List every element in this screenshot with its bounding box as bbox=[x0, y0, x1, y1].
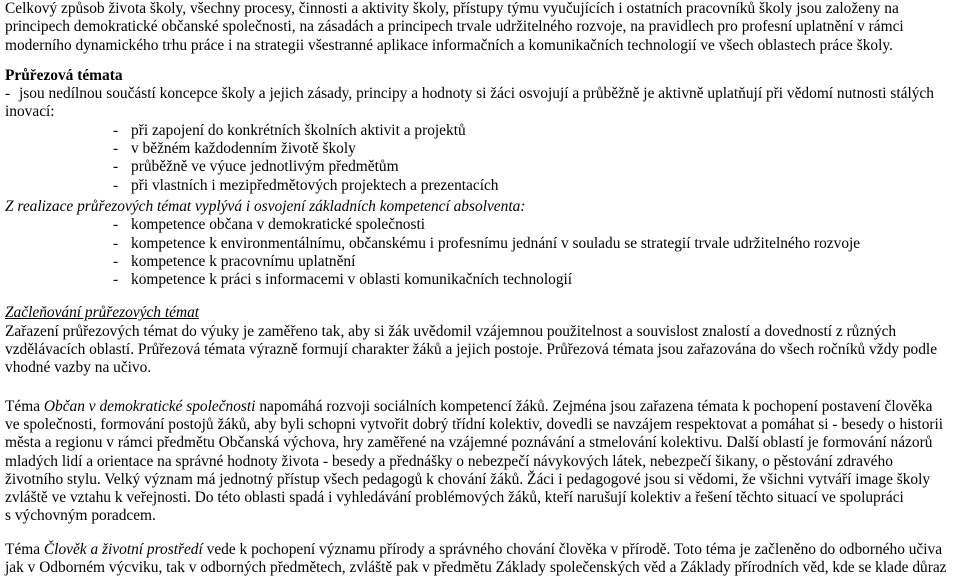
paragraph-line: zvláště ve vztahu k veřejnosti. Do této oblasti spadá i vyhledávání problémových žáků, kteří narušují kolektiv a řešení těchto situací ve spolupráci bbox=[5, 489, 904, 507]
list-item bbox=[0, 140, 960, 158]
intro-line: principech demokratické občanské společnosti, na zásadách a principech trvale udržitelného rozvoje, na pravidlech pro profesní uplatnění v rámci bbox=[5, 18, 904, 36]
theme-environment-paragraph bbox=[0, 541, 960, 578]
list-item bbox=[0, 216, 960, 234]
list-item bbox=[0, 177, 960, 195]
paragraph-line: jak v Odborném výcviku, tak v odborných předmětech, zvláště pak v předmětu Základy společenských věd a Základy přírodních věd, kde se klade důraz bbox=[5, 559, 947, 577]
paragraph-line: mladých lidí a orientace na správné hodnoty života - besedy a přednášky o nebezpečí návykových látek, nebezpečí šikany, o pěstování zdravého bbox=[5, 452, 893, 470]
section-heading: Začleňování průřezových témat bbox=[5, 304, 200, 322]
statement-line: inovací: bbox=[5, 103, 55, 121]
list-item-text: kompetence k práci s informacemi v oblasti komunikačních technologií bbox=[131, 271, 573, 289]
paragraph-line: s výchovným poradcem. bbox=[5, 507, 156, 525]
intro-paragraph bbox=[0, 0, 960, 55]
list-item bbox=[0, 235, 960, 253]
list-item-text: kompetence k pracovnímu uplatnění bbox=[131, 252, 356, 270]
list-item-text: v běžném každodenním životě školy bbox=[131, 140, 356, 158]
intro-line: moderního dynamického trhu práce i na strategii všestranné aplikace informačních a komunikačních technologií ve všech oblastech práce školy. bbox=[5, 36, 893, 54]
theme-title: Člověk a životní prostředí bbox=[43, 540, 203, 558]
paragraph-line: životního stylu. Velký význam má jednotný přístup všech pedagogů k chování žáků. Žáci i pedagogové jsou si vědomi, že všichni vytváří image školy bbox=[5, 470, 931, 488]
competences-section bbox=[0, 198, 960, 289]
section-heading-line bbox=[0, 304, 960, 322]
list-item bbox=[0, 158, 960, 176]
list-marker: - bbox=[113, 158, 119, 176]
list-marker: - bbox=[113, 216, 119, 234]
theme-lead: Téma bbox=[5, 540, 41, 558]
paragraph-line: Zařazení průřezových témat do výuky je zaměřeno tak, aby si žák uvědomil vzájemnou použitelnost a souvislost znalostí a dovedností z různých bbox=[5, 322, 897, 340]
theme-citizen-paragraph bbox=[0, 398, 960, 526]
list-marker: - bbox=[113, 252, 119, 270]
paragraph-line bbox=[0, 398, 960, 416]
statement-line bbox=[0, 85, 960, 103]
list-item-text: kompetence občana v demokratické společnosti bbox=[131, 216, 426, 234]
paragraph-line: ve společnosti, formování postojů žáků, aby byli schopni vytvořit dobrý třídní kolektiv, dovedli se navzájem respektovat a pomáhat si - besedy o historii bbox=[5, 415, 944, 433]
competences-intro: Z realizace průřezových témat vyplývá i osvojení základních kompetencí absolventa: bbox=[5, 197, 526, 215]
list-marker: - bbox=[113, 271, 119, 289]
paragraph-line: města a regionu v rámci předmětu Občanská výchova, hry zaměřené na vzájemné poznávání a stmelování kolektivu. Další oblastí je formování názorů bbox=[5, 434, 933, 452]
list-marker: - bbox=[5, 85, 11, 103]
statement-text: jsou nedílnou součástí koncepce školy a jejich zásady, principy a hodnoty si žáci osvojují a průběžně je aktivně uplatňují při vědomí nutnosti stálých bbox=[19, 85, 934, 103]
intro-line: Celkový způsob života školy, všechny procesy, činnosti a aktivity školy, přístupy týmu vyučujících i ostatních pracovníků školy jsou založeny na bbox=[5, 0, 899, 17]
theme-text: vede k pochopení významu přírody a správného chování člověka v přírodě. Toto téma je začleněno do odborného učiva bbox=[206, 540, 943, 558]
theme-title: Občan v demokratické společnosti bbox=[43, 397, 256, 415]
list-item-text: průběžně ve výuce jednotlivým předmětům bbox=[131, 158, 399, 176]
list-item bbox=[0, 122, 960, 140]
list-marker: - bbox=[113, 121, 119, 139]
cross-cutting-themes-section bbox=[0, 67, 960, 195]
theme-text: napomáhá rozvoji sociálních kompetencí žáků. Zejména jsou zařazena témata k pochopení postavení člověka bbox=[259, 397, 933, 415]
paragraph-line: vhodné vazby na učivo. bbox=[5, 359, 152, 377]
list-marker: - bbox=[113, 176, 119, 194]
list-item bbox=[0, 253, 960, 271]
list-marker: - bbox=[113, 234, 119, 252]
integration-section bbox=[0, 304, 960, 377]
list-item bbox=[0, 271, 960, 289]
list-item-text: při vlastních i mezipředmětových projektech a prezentacích bbox=[131, 176, 499, 194]
list-item-text: kompetence k environmentálnímu, občanskému i profesnímu jednání v souladu se strategií trvale udržitelného rozvoje bbox=[131, 234, 861, 252]
list-marker: - bbox=[113, 140, 119, 158]
paragraph-line: vzdělávacích oblastí. Průřezová témata výrazně formují charakter žáků a jejich postoje. Průřezová témata jsou zařazována do všech ročníků vždy podle bbox=[5, 341, 938, 359]
list-item-text: při zapojení do konkrétních školních aktivit a projektů bbox=[131, 121, 466, 139]
section-heading: Průřezová témata bbox=[5, 66, 123, 84]
paragraph-line bbox=[0, 541, 960, 559]
theme-lead: Téma bbox=[5, 397, 41, 415]
